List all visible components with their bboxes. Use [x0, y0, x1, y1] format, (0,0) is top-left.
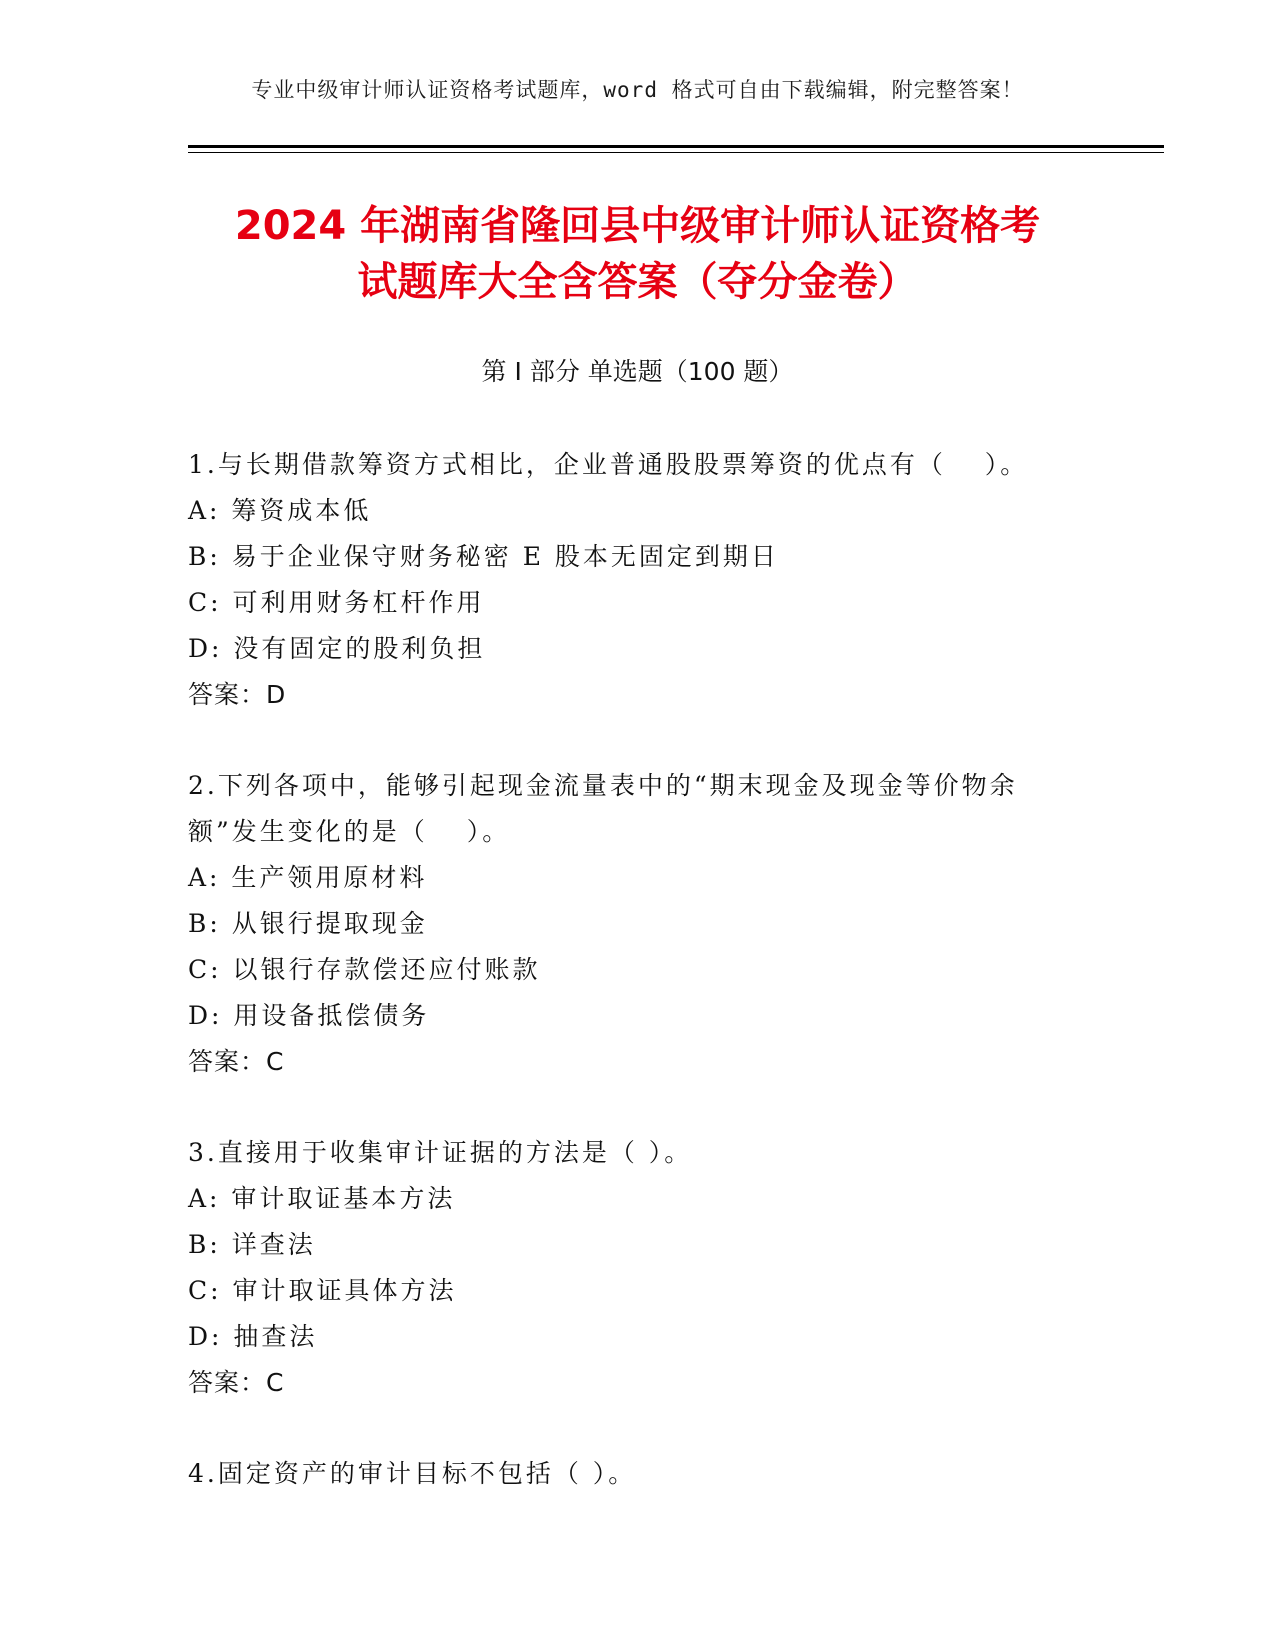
option-c: C: 审计取证具体方法 — [188, 1276, 457, 1305]
answer: 答案：C — [188, 1368, 285, 1397]
question-2 — [188, 763, 1088, 1085]
question-text: 2.下列各项中，能够引起现金流量表中的“期末现金及现金等价物余额”发生变化的是（ ）。 — [188, 771, 1018, 846]
question-list — [188, 442, 1088, 1542]
document-title — [100, 198, 1175, 310]
option-c: C: 以银行存款偿还应付账款 — [188, 955, 541, 984]
answer: 答案：D — [188, 680, 287, 709]
option-a: A: 生产领用原材料 — [188, 863, 428, 892]
question-1 — [188, 442, 1088, 718]
document-title-line-2: 试题库大全含答案（夺分金卷） — [357, 259, 918, 305]
option-b: B: 详查法 — [188, 1230, 316, 1259]
option-a: A: 审计取证基本方法 — [188, 1184, 456, 1213]
option-d: D: 没有固定的股利负担 — [188, 634, 486, 663]
answer: 答案：C — [188, 1047, 285, 1076]
option-b: B: 从银行提取现金 — [188, 909, 428, 938]
question-text: 3.直接用于收集审计证据的方法是（ ）。 — [188, 1138, 693, 1167]
header-note: 专业中级审计师认证资格考试题库，word 格式可自由下载编辑，附完整答案！ — [251, 78, 1024, 102]
question-text: 1.与长期借款筹资方式相比，企业普通股股票筹资的优点有（ ）。 — [188, 450, 1029, 479]
header-rule-thick — [188, 145, 1164, 148]
section-title: 第 I 部分 单选题（100 题） — [481, 357, 794, 386]
question-4 — [188, 1451, 1088, 1497]
option-c: C: 可利用财务杠杆作用 — [188, 588, 485, 617]
option-b: B: 易于企业保守财务秘密 E 股本无固定到期日 — [188, 542, 779, 571]
option-a: A: 筹资成本低 — [188, 496, 372, 525]
question-3 — [188, 1130, 1088, 1406]
document-title-line-1: 2024 年湖南省隆回县中级审计师认证资格考 — [234, 203, 1041, 249]
header-rule-thin — [188, 152, 1164, 153]
option-d: D: 抽查法 — [188, 1322, 318, 1351]
question-text: 4.固定资产的审计目标不包括（ ）。 — [188, 1459, 637, 1488]
option-d: D: 用设备抵偿债务 — [188, 1001, 430, 1030]
